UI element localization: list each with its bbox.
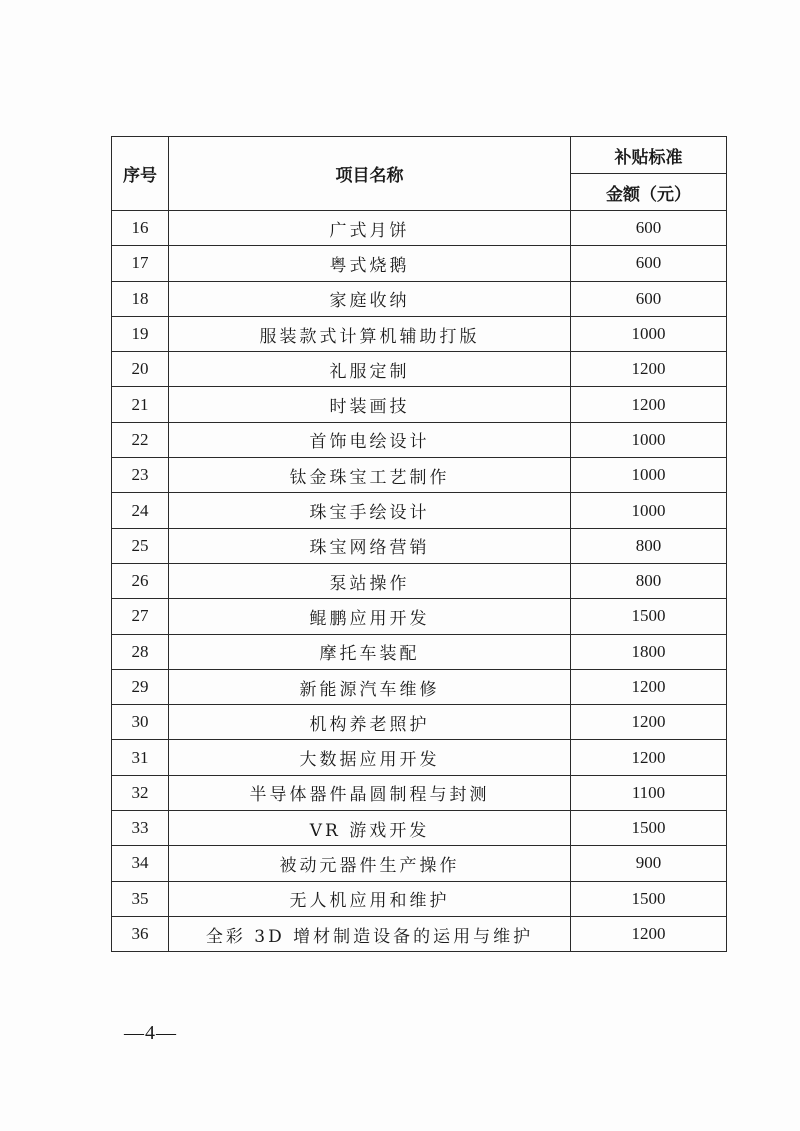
row-number: 17 [112, 246, 169, 281]
row-number: 25 [112, 528, 169, 563]
row-amount: 1200 [571, 916, 727, 951]
row-amount: 1000 [571, 458, 727, 493]
table-row [112, 881, 727, 916]
row-project-name: 珠宝网络营销 [169, 528, 571, 563]
row-project-name: 泵站操作 [169, 563, 571, 598]
row-number: 24 [112, 493, 169, 528]
table-row [112, 281, 727, 316]
table-row [112, 599, 727, 634]
row-number: 26 [112, 563, 169, 598]
row-project-name: 无人机应用和维护 [169, 881, 571, 916]
row-project-name: 大数据应用开发 [169, 740, 571, 775]
row-amount: 900 [571, 846, 727, 881]
row-project-name: 珠宝手绘设计 [169, 493, 571, 528]
row-number: 36 [112, 916, 169, 951]
row-project-name: 广式月饼 [169, 211, 571, 246]
table-row [112, 846, 727, 881]
table-row [112, 493, 727, 528]
row-amount: 1200 [571, 352, 727, 387]
table-row [112, 634, 727, 669]
row-amount: 1500 [571, 811, 727, 846]
row-amount: 600 [571, 281, 727, 316]
row-amount: 1200 [571, 387, 727, 422]
table-body [112, 211, 727, 952]
row-number: 18 [112, 281, 169, 316]
row-amount: 800 [571, 528, 727, 563]
row-project-name: 全彩 3D 增材制造设备的运用与维护 [169, 916, 571, 951]
row-amount: 1200 [571, 705, 727, 740]
row-amount: 1200 [571, 740, 727, 775]
table-row [112, 669, 727, 704]
row-amount: 600 [571, 211, 727, 246]
header-project-name: 项目名称 [169, 137, 571, 211]
row-number: 30 [112, 705, 169, 740]
row-number: 16 [112, 211, 169, 246]
row-project-name: VR 游戏开发 [169, 811, 571, 846]
row-number: 34 [112, 846, 169, 881]
row-number: 23 [112, 458, 169, 493]
table-row [112, 387, 727, 422]
row-project-name: 摩托车装配 [169, 634, 571, 669]
table-row [112, 811, 727, 846]
table-row [112, 211, 727, 246]
row-project-name: 家庭收纳 [169, 281, 571, 316]
table-row [112, 775, 727, 810]
table-row [112, 458, 727, 493]
row-number: 20 [112, 352, 169, 387]
table-row [112, 246, 727, 281]
row-number: 32 [112, 775, 169, 810]
row-amount: 1000 [571, 493, 727, 528]
page-number: —4— [124, 1022, 177, 1044]
row-project-name: 时装画技 [169, 387, 571, 422]
row-number: 27 [112, 599, 169, 634]
table-row [112, 528, 727, 563]
row-project-name: 机构养老照护 [169, 705, 571, 740]
table-header [112, 137, 727, 211]
row-project-name: 新能源汽车维修 [169, 669, 571, 704]
row-amount: 1000 [571, 422, 727, 457]
row-amount: 1500 [571, 881, 727, 916]
table-row [112, 563, 727, 598]
row-number: 28 [112, 634, 169, 669]
row-number: 31 [112, 740, 169, 775]
table-row [112, 916, 727, 951]
row-number: 19 [112, 316, 169, 351]
row-number: 33 [112, 811, 169, 846]
row-number: 35 [112, 881, 169, 916]
row-amount: 1200 [571, 669, 727, 704]
row-project-name: 首饰电绘设计 [169, 422, 571, 457]
row-number: 29 [112, 669, 169, 704]
table-row [112, 705, 727, 740]
row-number: 22 [112, 422, 169, 457]
row-project-name: 粤式烧鹅 [169, 246, 571, 281]
row-amount: 1500 [571, 599, 727, 634]
header-amount: 金额（元） [571, 174, 727, 211]
row-project-name: 服装款式计算机辅助打版 [169, 316, 571, 351]
subsidy-table [111, 136, 727, 952]
row-number: 21 [112, 387, 169, 422]
table-row [112, 740, 727, 775]
table-row [112, 422, 727, 457]
table-row [112, 352, 727, 387]
row-project-name: 被动元器件生产操作 [169, 846, 571, 881]
header-subsidy-standard: 补贴标准 [571, 137, 727, 174]
table-row [112, 316, 727, 351]
row-project-name: 鲲鹏应用开发 [169, 599, 571, 634]
row-project-name: 半导体器件晶圆制程与封测 [169, 775, 571, 810]
header-serial: 序号 [112, 137, 169, 211]
row-amount: 600 [571, 246, 727, 281]
row-project-name: 钛金珠宝工艺制作 [169, 458, 571, 493]
row-amount: 1000 [571, 316, 727, 351]
row-amount: 1800 [571, 634, 727, 669]
row-amount: 800 [571, 563, 727, 598]
row-amount: 1100 [571, 775, 727, 810]
row-project-name: 礼服定制 [169, 352, 571, 387]
